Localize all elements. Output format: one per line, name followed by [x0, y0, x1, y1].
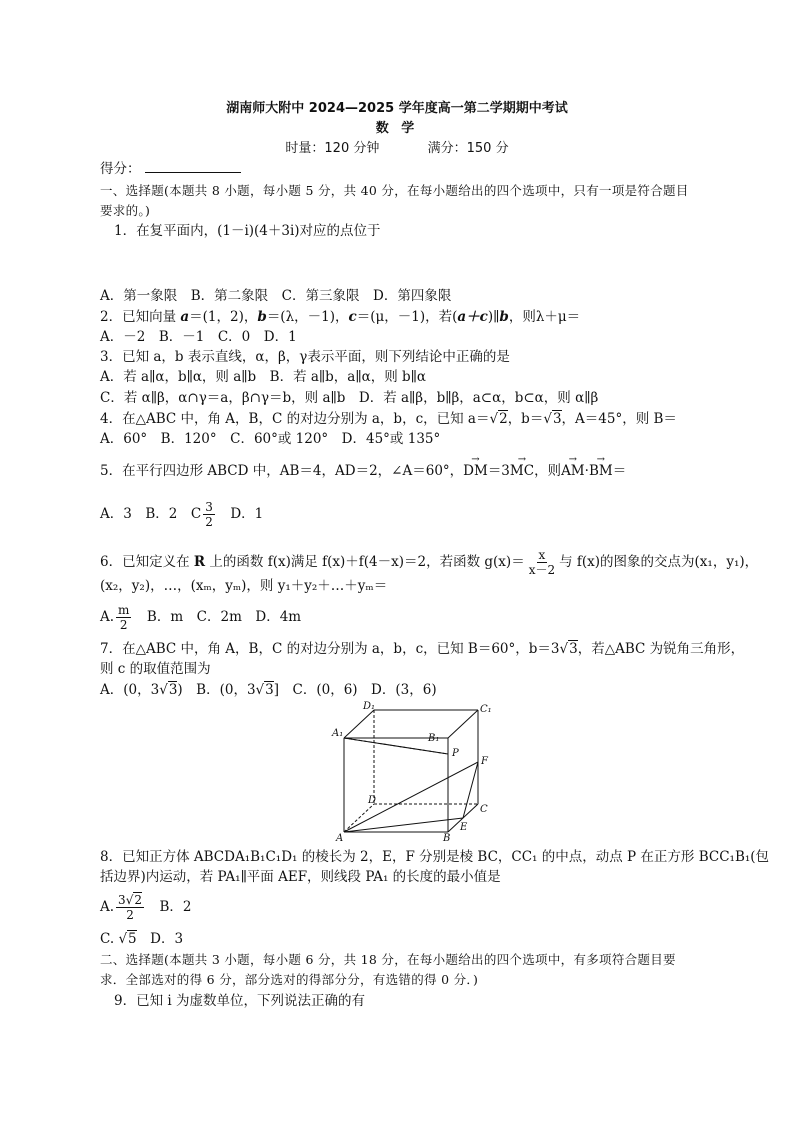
q2-options: A．－2 B．－1 C．0 D．1: [100, 329, 297, 345]
q6-stem-cont: (x₂，y₂)，…，(xₘ，yₘ)，则 y₁＋y₂＋…＋yₘ＝: [100, 578, 388, 594]
section2-intro-cont: 求．全部选对的得 6 分，部分选对的得部分分，有选错的得 0 分．): [100, 972, 479, 987]
full-score: 满分：150 分: [427, 141, 509, 156]
score-field: [100, 160, 241, 178]
label-a1: A₁: [332, 728, 344, 739]
label-p: P: [452, 748, 459, 759]
q7-options: A．(0，3√3) B．(0，3√3] C．(0，6) D．(3，6): [100, 682, 437, 698]
q8-stem: 8．已知正方体 ABCDA₁B₁C₁D₁ 的棱长为 2，E，F 分别是棱 BC，CC₁ 的中点，动点 P 在正方形 BCC₁B₁(包: [100, 849, 770, 865]
fraction: $\frac{3}{2}$: [205, 500, 213, 529]
q4-options: A．60° B．120° C．60°或 120° D．45°或 135°: [100, 431, 441, 447]
q1-options: A．第一象限 B．第二象限 C．第三象限 D．第四象限: [100, 288, 452, 304]
exam-subject: 数 学: [375, 121, 419, 136]
segment-a-f: [344, 762, 478, 832]
segment-a-e: [344, 818, 463, 832]
q8-stem-cont: 括边界)内运动，若 PA₁∥平面 AEF，则线段 PA₁ 的长度的最小值是: [100, 869, 501, 885]
q3-options-cd: C．若 α∥β，α∩γ＝a，β∩γ＝b，则 a∥b D．若 a∥β，b∥β，a⊂α，b⊂α，则 α∥β: [100, 390, 599, 406]
q9-stem: 9．已知 i 为虚数单位，下列说法正确的有: [114, 993, 365, 1009]
section2-intro: 二、选择题(本题共 3 小题，每小题 6 分，共 18 分，在每小题给出的四个选项中，有多项符合题目要: [100, 952, 676, 967]
fraction: $\frac{x}{x-2}$: [528, 548, 556, 577]
time-limit: 时量：120 分钟: [285, 141, 380, 156]
label-d1: D₁: [363, 701, 376, 712]
q7-stem-cont: 则 c 的取值范围为: [100, 661, 211, 677]
score-label: 得分：: [100, 161, 141, 177]
q4-stem: 4．在△ABC 中，角 A，B，C 的对边分别为 a，b，c，已知 a＝√2，b＝√3，A＝45°，则 B＝: [100, 411, 677, 427]
label-d: D: [368, 795, 377, 806]
q5-stem: 5．在平行四边形 ABCD 中，AB＝4，AD＝2，∠A＝60°，→ DM＝3→ MC，则→ AM·→ BM＝: [100, 462, 626, 480]
q8-options-cd: C. √5 D．3: [100, 931, 184, 947]
score-blank: [145, 160, 241, 173]
q3-options-ab: A．若 a∥α，b∥α，则 a∥b B．若 a∥b，a∥α，则 b∥α: [100, 369, 426, 385]
section1-intro-cont: 要求的。): [100, 203, 151, 218]
edge: [344, 710, 374, 738]
q8-options-ab: A. $\frac{3√2}{2}$ B．2: [100, 893, 192, 922]
fraction: $\frac{m}{2}$: [118, 603, 130, 632]
fraction: $\frac{3√2}{2}$: [118, 893, 142, 922]
q3-stem: 3．已知 a，b 表示直线，α，β，γ表示平面，则下列结论中正确的是: [100, 349, 510, 365]
edge: [448, 710, 478, 738]
label-a: A: [336, 833, 344, 842]
label-c1: C₁: [480, 704, 492, 715]
cube-figure: [330, 700, 500, 842]
hidden-edge: [344, 804, 374, 832]
section1-intro: 一、选择题(本题共 8 小题，每小题 5 分，共 40 分，在每小题给出的四个选项中，只有一项是符合题目: [100, 183, 689, 198]
segment-e-f: [463, 762, 478, 818]
label-b1: B₁: [428, 733, 440, 744]
label-c: C: [480, 804, 488, 815]
label-f: F: [481, 756, 488, 767]
q5-options: A．3 B．2 C $\frac{3}{2}$ D．1: [100, 500, 264, 529]
exam-meta: [0, 140, 794, 158]
q7-stem: 7．在△ABC 中，角 A，B，C 的对边分别为 a，b，c，已知 B＝60°，b＝3√3，若△ABC 为锐角三角形，: [100, 641, 745, 657]
q1-stem: 1．在复平面内，(1－i)(4＋3i)对应的点位于: [114, 223, 381, 239]
exam-title: 湖南师大附中 2024—2025 学年度高一第二学期期中考试: [226, 101, 568, 116]
q6-options: A. $\frac{m}{2}$ B．m C．2m D．4m: [100, 603, 302, 632]
label-e: E: [460, 822, 468, 833]
q6-stem: 6．已知定义在 R 上的函数 f(x)满足 f(x)＋f(4－x)＝2，若函数 g(x)＝ $\frac{x}{x-2}$ 与 f(x)的图象的交点为(x₁，y₁)，: [100, 548, 759, 577]
q2-stem: 2．已知向量 a＝(1，2)，b＝(λ，－1)，c＝(μ，－1)，若(a＋c)∥b，则λ＋μ＝: [100, 309, 581, 325]
label-b: B: [443, 833, 451, 842]
